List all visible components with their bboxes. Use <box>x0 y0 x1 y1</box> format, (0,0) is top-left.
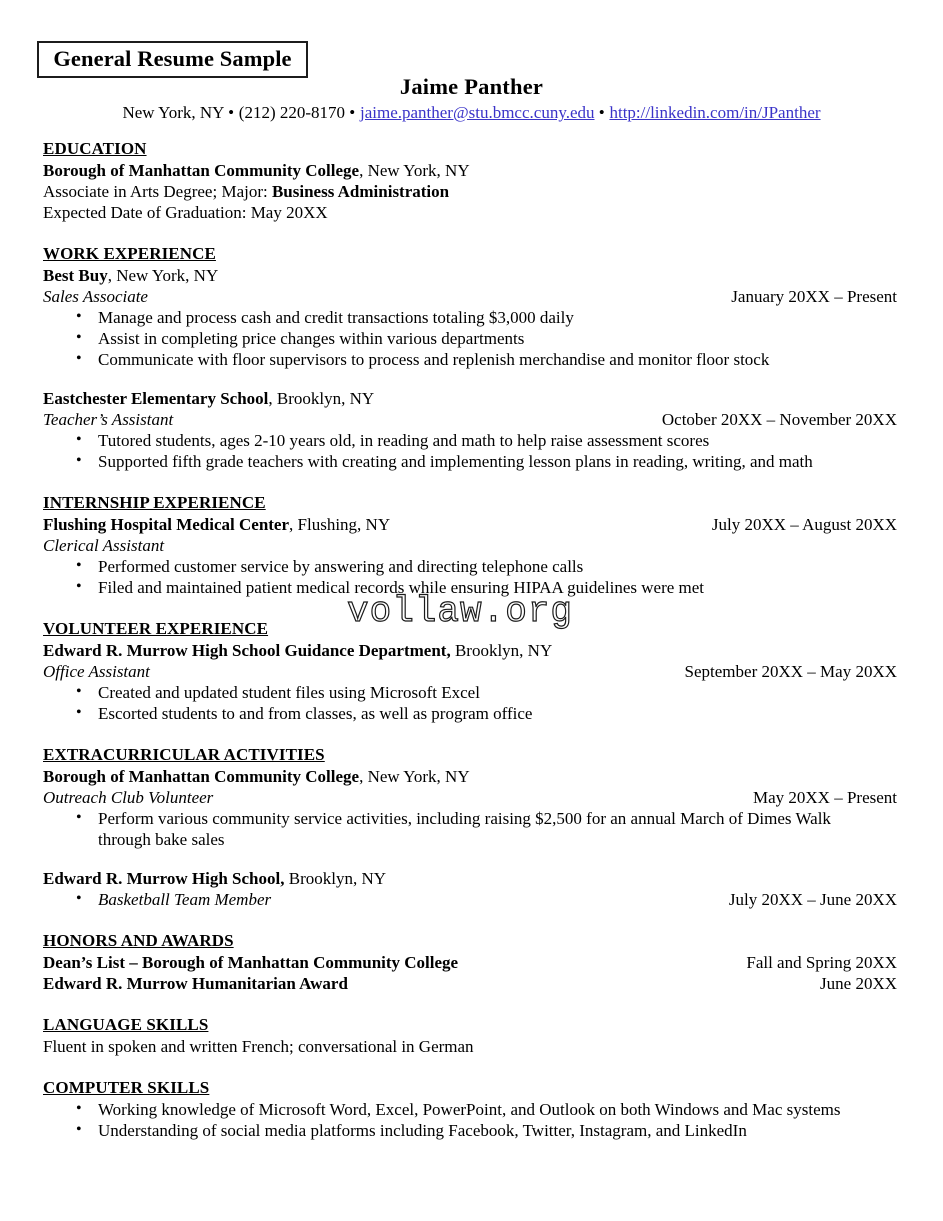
extracurricular-org-location: Brooklyn, NY <box>284 869 387 888</box>
extracurricular-org-line <box>43 868 897 889</box>
contact-separator-3: • <box>598 103 606 122</box>
extracurricular-org-name: Borough of Manhattan Community College <box>43 767 360 786</box>
volunteer-employer-location: Brooklyn, NY <box>450 641 553 660</box>
work-entry-title-line <box>43 409 897 430</box>
spacer <box>43 994 897 1014</box>
volunteer-dates: September 20XX – May 20XX <box>684 662 897 681</box>
section-heading-wrap-education <box>43 138 897 160</box>
work-employer-location: , New York, NY <box>107 266 219 285</box>
document-title-box <box>37 41 308 78</box>
extracurricular-role: Outreach Club Volunteer <box>43 788 214 807</box>
work-job-dates: October 20XX – November 20XX <box>661 410 897 429</box>
section-heading-volunteer: VOLUNTEER EXPERIENCE <box>43 619 269 638</box>
spacer <box>43 223 897 243</box>
internship-employer-name: Flushing Hospital Medical Center <box>43 515 290 534</box>
volunteer-employer-line <box>43 640 897 661</box>
list-item: • Working knowledge of Microsoft Word, Excel, PowerPoint, and Outlook on both Windows and Mac systems <box>43 1099 897 1120</box>
work-employer-name: Best Buy <box>43 266 108 285</box>
spacer <box>43 370 897 388</box>
list-item: • Created and updated student files using Microsoft Excel <box>43 682 897 703</box>
internship-dates: July 20XX – August 20XX <box>711 515 897 534</box>
contact-separator-1: • <box>228 103 235 122</box>
education-degree-line <box>43 181 897 202</box>
list-item: • Filed and maintained patient medical records while ensuring HIPAA guidelines were met <box>43 577 897 598</box>
volunteer-employer-name: Edward R. Murrow High School Guidance Department, <box>43 641 451 660</box>
section-heading-wrap-volunteer <box>43 618 897 640</box>
section-heading-wrap-internship <box>43 492 897 514</box>
section-honors-and-awards <box>43 930 897 994</box>
section-work-experience <box>43 243 897 472</box>
list-item: • Communicate with floor supervisors to process and replenish merchandise and monitor floor stock <box>43 349 897 370</box>
language-skills-text: Fluent in spoken and written French; conversational in German <box>43 1037 474 1056</box>
computer-skills-bullet-list <box>43 1099 897 1141</box>
list-item-line-1: • Perform various community service activities, including raising $2,500 for an annual March of Dimes Walk <box>98 809 831 828</box>
spacer <box>43 850 897 868</box>
work-job-title: Teacher’s Assistant <box>43 410 174 429</box>
section-heading-honors: HONORS AND AWARDS <box>43 931 234 950</box>
education-school-location: , New York, NY <box>359 161 470 180</box>
extracurricular-title-line <box>43 787 897 808</box>
volunteer-bullet-list <box>43 682 897 724</box>
extracurricular-bullet-list <box>43 808 897 850</box>
watermark: vollaw.org <box>347 591 574 632</box>
honors-item <box>43 952 897 973</box>
education-school-name: Borough of Manhattan Community College <box>43 161 360 180</box>
internship-employer-line <box>43 514 897 535</box>
list-item: • Supported fifth grade teachers with creating and implementing lesson plans in reading, writing, and math <box>43 451 897 472</box>
work-entry-employer-line <box>43 265 897 286</box>
honors-award-dates: Fall and Spring 20XX <box>746 953 897 972</box>
section-heading-wrap-computer <box>43 1077 897 1099</box>
contact-linkedin-link[interactable]: http://linkedin.com/in/JPanther <box>609 103 821 122</box>
spacer <box>43 472 897 492</box>
list-item-line-2: through bake sales <box>98 830 225 849</box>
section-heading-internship: INTERNSHIP EXPERIENCE <box>43 493 266 512</box>
spacer <box>43 724 897 744</box>
honors-award-name: Dean’s List – Borough of Manhattan Community College <box>43 953 459 972</box>
extracurricular-dates: July 20XX – June 20XX <box>728 890 897 909</box>
work-bullet-list <box>43 430 897 472</box>
list-item <box>43 808 897 850</box>
honors-award-dates: June 20XX <box>820 974 897 993</box>
honors-item <box>43 973 897 994</box>
list-item: • Understanding of social media platforms including Facebook, Twitter, Instagram, and LinkedIn <box>43 1120 897 1141</box>
section-extracurricular-activities <box>43 744 897 910</box>
contact-line <box>46 101 897 125</box>
work-entry-employer-line <box>43 388 897 409</box>
list-item: • Tutored students, ages 2-10 years old, in reading and math to help raise assessment scores <box>43 430 897 451</box>
volunteer-job-title: Office Assistant <box>43 662 150 681</box>
list-item: • Assist in completing price changes within various departments <box>43 328 897 349</box>
work-employer-name: Eastchester Elementary School <box>43 389 269 408</box>
contact-phone: (212) 220-8170 <box>238 103 346 122</box>
list-item: • Manage and process cash and credit transactions totaling $3,000 daily <box>43 307 897 328</box>
extracurricular-dates: May 20XX – Present <box>752 788 897 807</box>
section-volunteer-experience <box>43 618 897 724</box>
candidate-name: Jaime Panther <box>399 74 544 99</box>
section-language-skills <box>43 1014 897 1057</box>
work-job-dates: January 20XX – Present <box>731 287 897 306</box>
education-school-line <box>43 160 897 181</box>
work-bullet-list <box>43 307 897 370</box>
work-employer-location: , Brooklyn, NY <box>268 389 375 408</box>
extracurricular-org-location: , New York, NY <box>359 767 470 786</box>
spacer <box>43 910 897 930</box>
internship-job-title: Clerical Assistant <box>43 536 165 555</box>
spacer <box>43 598 897 618</box>
volunteer-title-line <box>43 661 897 682</box>
contact-separator-2: • <box>349 103 356 122</box>
work-job-title: Sales Associate <box>43 287 148 306</box>
section-heading-language-skills: LANGUAGE SKILLS <box>43 1015 209 1034</box>
internship-bullet-list <box>43 556 897 598</box>
extracurricular-role: • Basketball Team Member <box>98 890 272 909</box>
section-heading-wrap-work <box>43 243 897 265</box>
section-heading-extracurricular: EXTRACURRICULAR ACTIVITIES <box>43 745 325 764</box>
contact-email-link[interactable]: jaime.panther@stu.bmcc.cuny.edu <box>359 103 595 122</box>
contact-location: New York, NY <box>122 103 224 122</box>
section-heading-work-experience: WORK EXPERIENCE <box>43 244 216 263</box>
education-degree-prefix: Associate in Arts Degree; Major: <box>43 182 272 201</box>
section-heading-wrap-honors <box>43 930 897 952</box>
list-item: • Escorted students to and from classes, as well as program office <box>43 703 897 724</box>
document-title: General Resume Sample <box>53 46 292 72</box>
list-item: • Performed customer service by answering and directing telephone calls <box>43 556 897 577</box>
section-internship-experience <box>43 492 897 598</box>
resume-header <box>46 74 897 125</box>
section-education <box>43 138 897 223</box>
education-graduation: Expected Date of Graduation: May 20XX <box>43 203 328 222</box>
section-computer-skills <box>43 1077 897 1141</box>
spacer <box>43 1057 897 1077</box>
section-heading-computer-skills: COMPUTER SKILLS <box>43 1078 210 1097</box>
extracurricular-org-name: Edward R. Murrow High School, <box>43 869 285 888</box>
work-entry-title-line <box>43 286 897 307</box>
section-heading-education: EDUCATION <box>43 139 147 158</box>
extracurricular-org-line <box>43 766 897 787</box>
section-heading-wrap-language <box>43 1014 897 1036</box>
education-major: Business Administration <box>271 182 450 201</box>
resume-body <box>43 138 897 1141</box>
internship-employer-location: , Flushing, NY <box>289 515 391 534</box>
extracurricular-bullet-list <box>43 889 897 910</box>
list-item <box>43 889 897 910</box>
section-heading-wrap-extracurricular <box>43 744 897 766</box>
honors-award-name: Edward R. Murrow Humanitarian Award <box>43 974 348 993</box>
